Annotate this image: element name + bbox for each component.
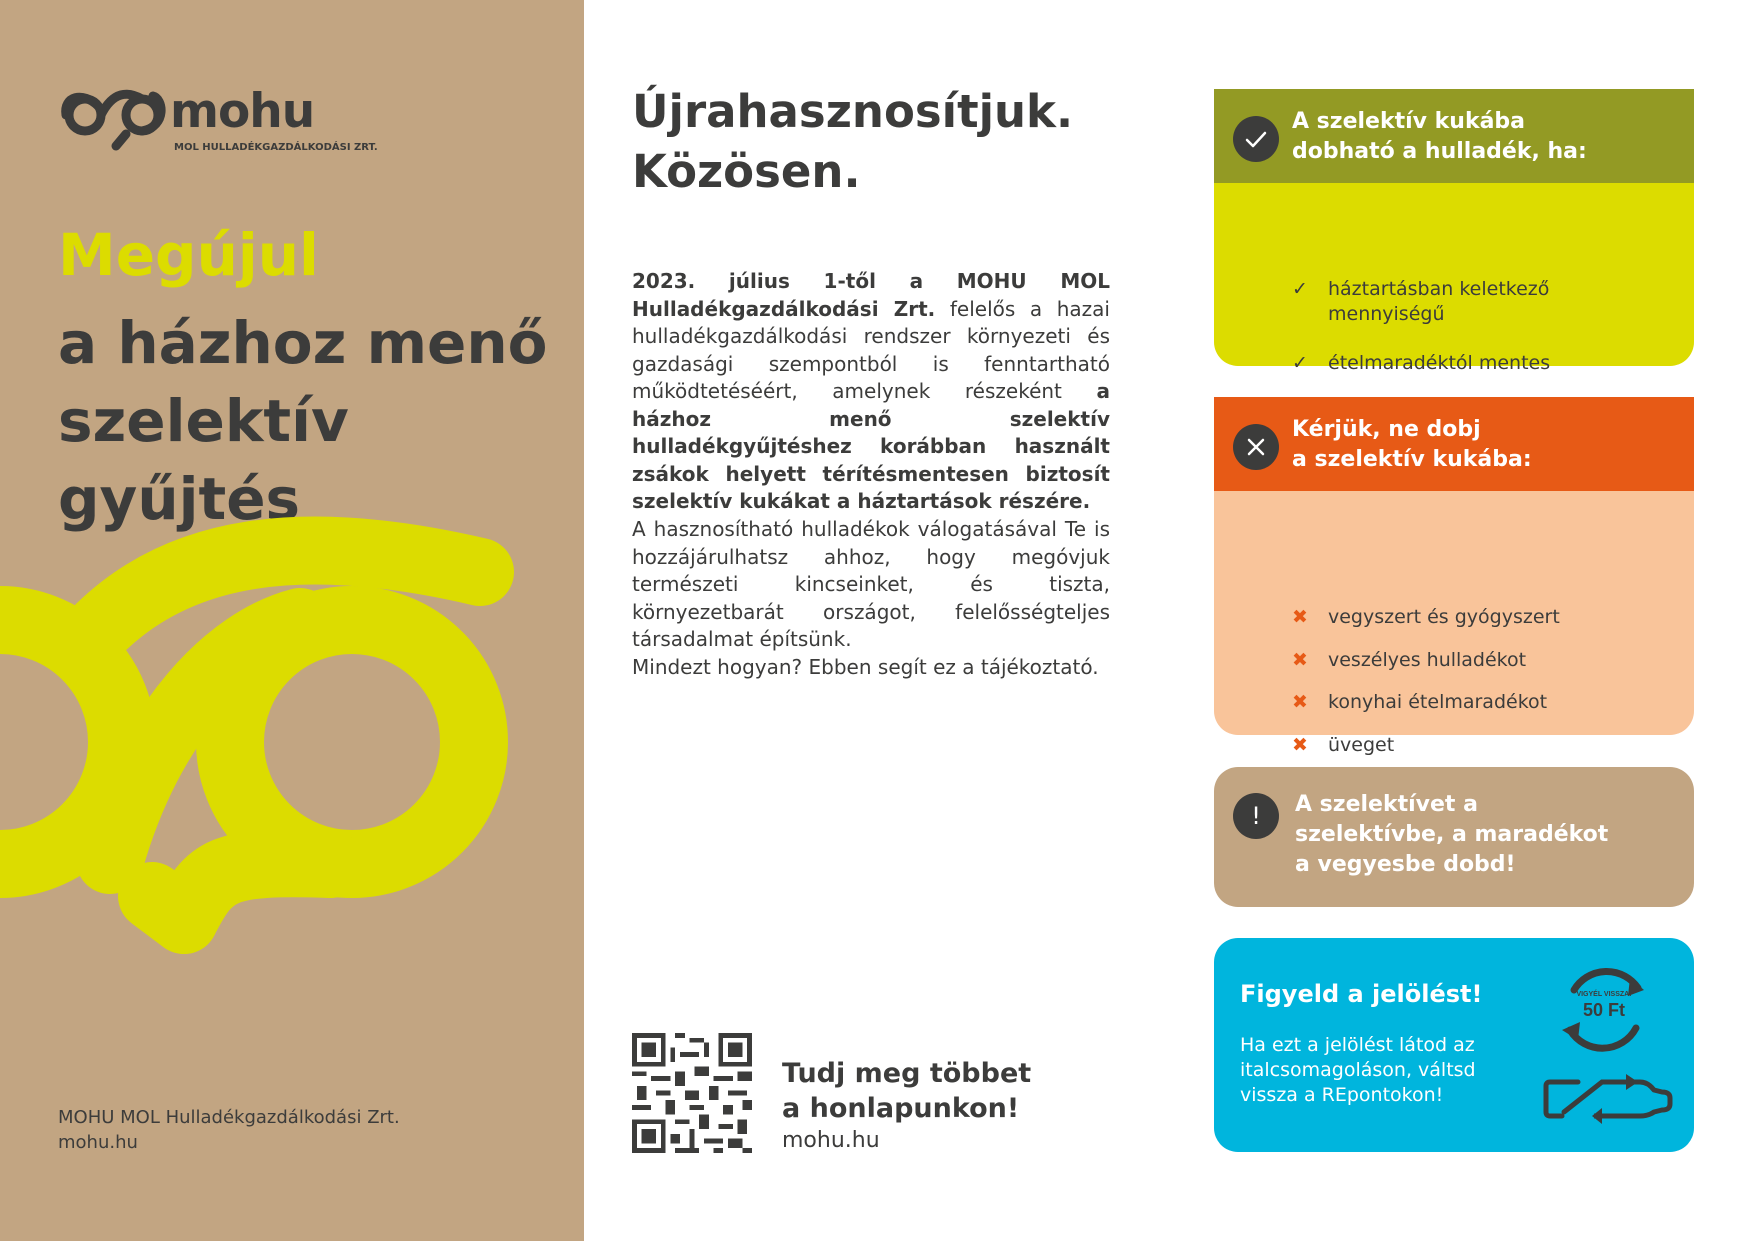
allowed-card-header [1214,89,1694,183]
list-item-label: üveget [1328,733,1395,756]
intro-paragraph [632,268,1110,516]
mohu-symbol-graphic [0,560,584,1000]
title-line-1: Újrahasznosítjuk. [632,85,1074,138]
headline-accent: Megújul [58,221,319,289]
check-mark-icon: ✓ [1292,352,1308,374]
close-icon [1233,424,1279,470]
list-item-label: veszélyes hulladékot [1328,648,1527,671]
check-icon [1233,116,1279,162]
list-item-label: konyhai ételmaradékot [1328,691,1548,713]
intro-bold-2: a házhoz menő szelektív hulladékgyűjtéshez korábban használt zsákok helyett térítésmentesen biztosít szelektív kukákat a háztartások részére. [632,379,1110,513]
forbidden-card-header [1214,397,1694,491]
headline: a házhoz menő szelektív gyűjtés [58,309,548,533]
paragraph-3: Mindezt hogyan? Ebben segít ez a tájékoztató. [632,655,1099,679]
forbidden-title-line-1: Kérjük, ne dobj [1292,417,1481,442]
allowed-title-line-2: dobható a hulladék, ha: [1292,139,1587,164]
note-line-1: A szelektívet a [1295,792,1478,817]
cross-mark-icon: ✖ [1292,606,1308,628]
bottle-return-icon [1544,1068,1674,1130]
note-line-3: a vegyesbe dobd! [1295,852,1516,877]
deposit-return-card [1214,938,1694,1152]
list-item [1214,351,1694,376]
website-link[interactable]: mohu.hu [782,1128,880,1153]
sorting-note-card [1214,767,1694,907]
intro-bold-1: 2023. július 1-től a MOHU MOL Hulladékgazdálkodási Zrt. [632,269,1110,321]
note-card-title [1295,790,1608,880]
list-item-label: háztartásban keletkező mennyiségű [1328,278,1550,325]
exclamation-icon [1233,793,1279,839]
return-badge-icon [1552,960,1656,1060]
list-item [1214,605,1694,630]
badge-top-text: VIGYÉL VISSZA! [1576,991,1632,998]
list-item [1214,648,1694,673]
list-item-label: vegyszert és gyógyszert [1328,606,1560,628]
cross-mark-icon: ✖ [1292,648,1308,671]
page-title [632,82,1073,202]
learn-more-line-2: a honlapunkon! [782,1093,1020,1124]
left-panel [0,0,584,1241]
paragraph-2: A hasznosítható hulladékok válogatásával Te is hozzájárulhatsz ahhoz, hogy megóvjuk természeti kincseinket, és tiszta, környezetbarát országot, felelősségteljes társadalmat építsünk. [632,517,1110,651]
brand-subtitle: MOL HULLADÉKGAZDÁLKODÁSI ZRT. [174,142,378,153]
forbidden-title-line-2: a szelektív kukába: [1292,447,1532,472]
allowed-card-title [1292,107,1587,167]
intro-text-1: felelős a hazai hulladékgazdálkodási rendszer környezeti és gazdasági szempontból is fenntartható működtetéséért, amelynek részeként [632,296,1110,403]
note-line-2: szelektívbe, a maradékot [1295,822,1609,847]
return-card-title: Figyeld a jelölést! [1240,980,1483,1008]
allowed-title-line-1: A szelektív kukába [1292,109,1526,134]
company-url[interactable]: mohu.hu [58,1132,138,1153]
list-item-label: ételmaradéktól mentes [1328,352,1551,374]
return-card-text: Ha ezt a jelölést látod az italcsomagoláson, váltsd vissza a REpontokon! [1240,1034,1476,1106]
cross-mark-icon: ✖ [1292,691,1308,713]
list-item [1214,690,1694,715]
check-mark-icon: ✓ [1292,278,1308,300]
learn-more-line-1: Tudj meg többet [782,1058,1032,1089]
list-item [1214,733,1694,758]
badge-value-text: 50 Ft [1582,1000,1626,1020]
cross-mark-icon: ✖ [1292,733,1308,756]
company-name: MOHU MOL Hulladékgazdálkodási Zrt. [58,1107,400,1128]
exclamation-symbol: ! [1251,802,1261,830]
brand-wordmark: mohu [170,84,315,139]
allowed-waste-card [1214,89,1694,374]
qr-code-icon[interactable] [632,1033,752,1153]
forbidden-waste-card [1214,397,1694,756]
title-line-2: Közösen. [632,145,861,198]
forbidden-card-title [1292,415,1532,475]
list-item [1214,277,1694,327]
learn-more-heading [782,1056,1031,1126]
